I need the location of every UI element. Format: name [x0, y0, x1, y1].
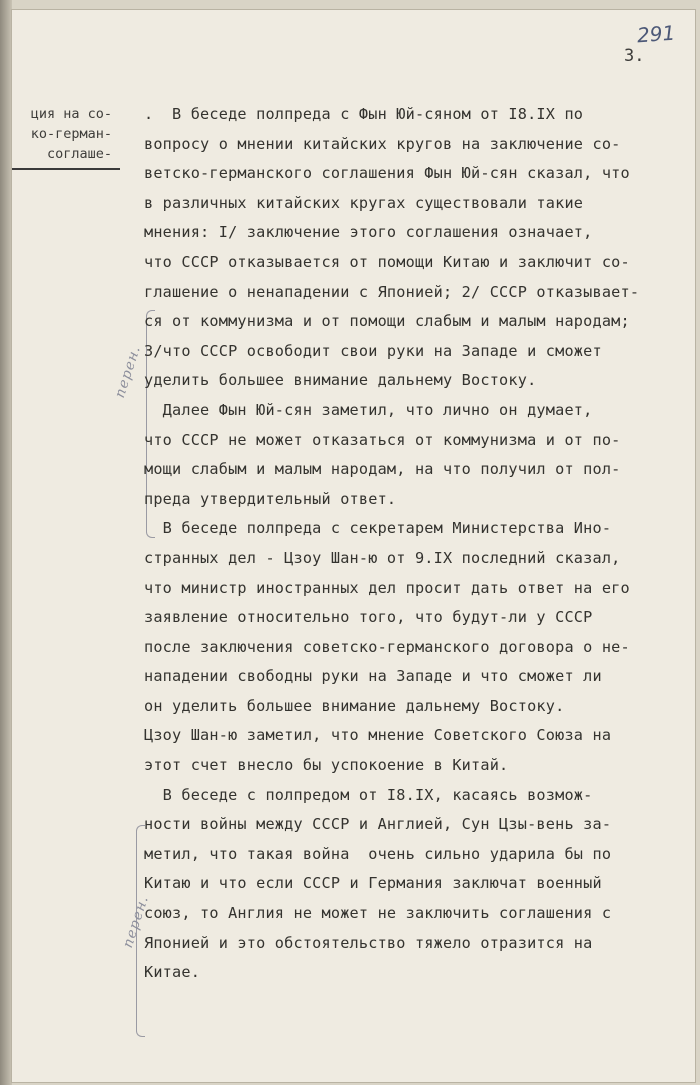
text-line: 3/что СССР освободит свои руки на Западе и сможет — [144, 341, 602, 360]
text-line: В беседе с полпредом от I8.IX, касаясь возмож- — [144, 785, 593, 804]
archive-page-number: 291 — [636, 20, 676, 48]
text-line: преда утвердительный ответ. — [144, 489, 397, 508]
text-line: Далее Фын Юй-сян заметил, что лично он думает, — [144, 400, 593, 419]
text-line: что министр иностранных дел просит дать ответ на его — [144, 578, 630, 597]
text-line: Цзоу Шан-ю заметил, что мнение Советского Союза на — [144, 726, 612, 745]
text-line: Китаю и что если СССР и Германия заключат военный — [144, 874, 602, 893]
margin-note-line: ция на со- — [30, 106, 112, 122]
text-line: ся от коммунизма и от помощи слабым и малым народам; — [144, 312, 630, 331]
text-line: вопросу о мнении китайских кругов на заключение со- — [144, 134, 621, 153]
page-number: 3. — [624, 46, 645, 66]
text-line: что СССР отказывается от помощи Китаю и заключит со- — [144, 252, 630, 271]
text-line: мощи слабым и малым народам, на что получил от пол- — [144, 460, 621, 479]
text-line: метил, что такая война очень сильно ударила бы по — [144, 844, 612, 863]
text-line: странных дел - Цзоу Шан-ю от 9.IX последний сказал, — [144, 548, 621, 567]
text-line: В беседе полпреда с секретарем Министерства Ино- — [144, 519, 612, 538]
text-line: уделить большее внимание дальнему Востоку. — [144, 371, 537, 390]
handwritten-margin-note: перен. — [120, 893, 152, 950]
margin-note-line: соглаше- — [46, 146, 112, 162]
text-line: . В беседе полпреда с Фын Юй-сяном от I8.IX по — [144, 105, 584, 123]
margin-rule — [12, 168, 120, 170]
text-line: ветско-германского соглашения Фын Юй-сян сказал, что — [144, 164, 630, 183]
margin-note-line: ко-герман- — [30, 126, 112, 142]
text-line: он уделить большее внимание дальнему Востоку. — [144, 696, 565, 715]
typewritten-body — [144, 100, 700, 988]
text-line: что СССР не может отказаться от коммунизма и от по- — [144, 430, 621, 449]
handwritten-margin-note: перен. — [112, 343, 144, 400]
text-line: мнения: I/ заключение этого соглашения означает, — [144, 223, 593, 242]
text-line: этот счет внесло бы успокоение в Китай. — [144, 756, 509, 775]
text-line: глашение о ненападении с Японией; 2/ СССР отказывает- — [144, 282, 640, 301]
text-line: Китае. — [144, 963, 201, 982]
text-line: заявление относительно того, что будут-ли у СССР — [144, 608, 593, 627]
text-line: нападении свободны руки на Западе и что сможет ли — [144, 667, 602, 686]
text-line: ности войны между СССР и Англией, Сун Цзы-вень за- — [144, 815, 612, 834]
margin-note — [12, 104, 118, 164]
page-binding — [0, 0, 12, 1085]
document-page — [12, 10, 695, 1082]
text-line: в различных китайских кругах существовали такие — [144, 193, 584, 212]
text-line: Японией и это обстоятельство тяжело отразится на — [144, 933, 593, 952]
text-line: после заключения советско-германского договора о не- — [144, 637, 630, 656]
text-line: союз, то Англия не может не заключить соглашения с — [144, 904, 612, 923]
